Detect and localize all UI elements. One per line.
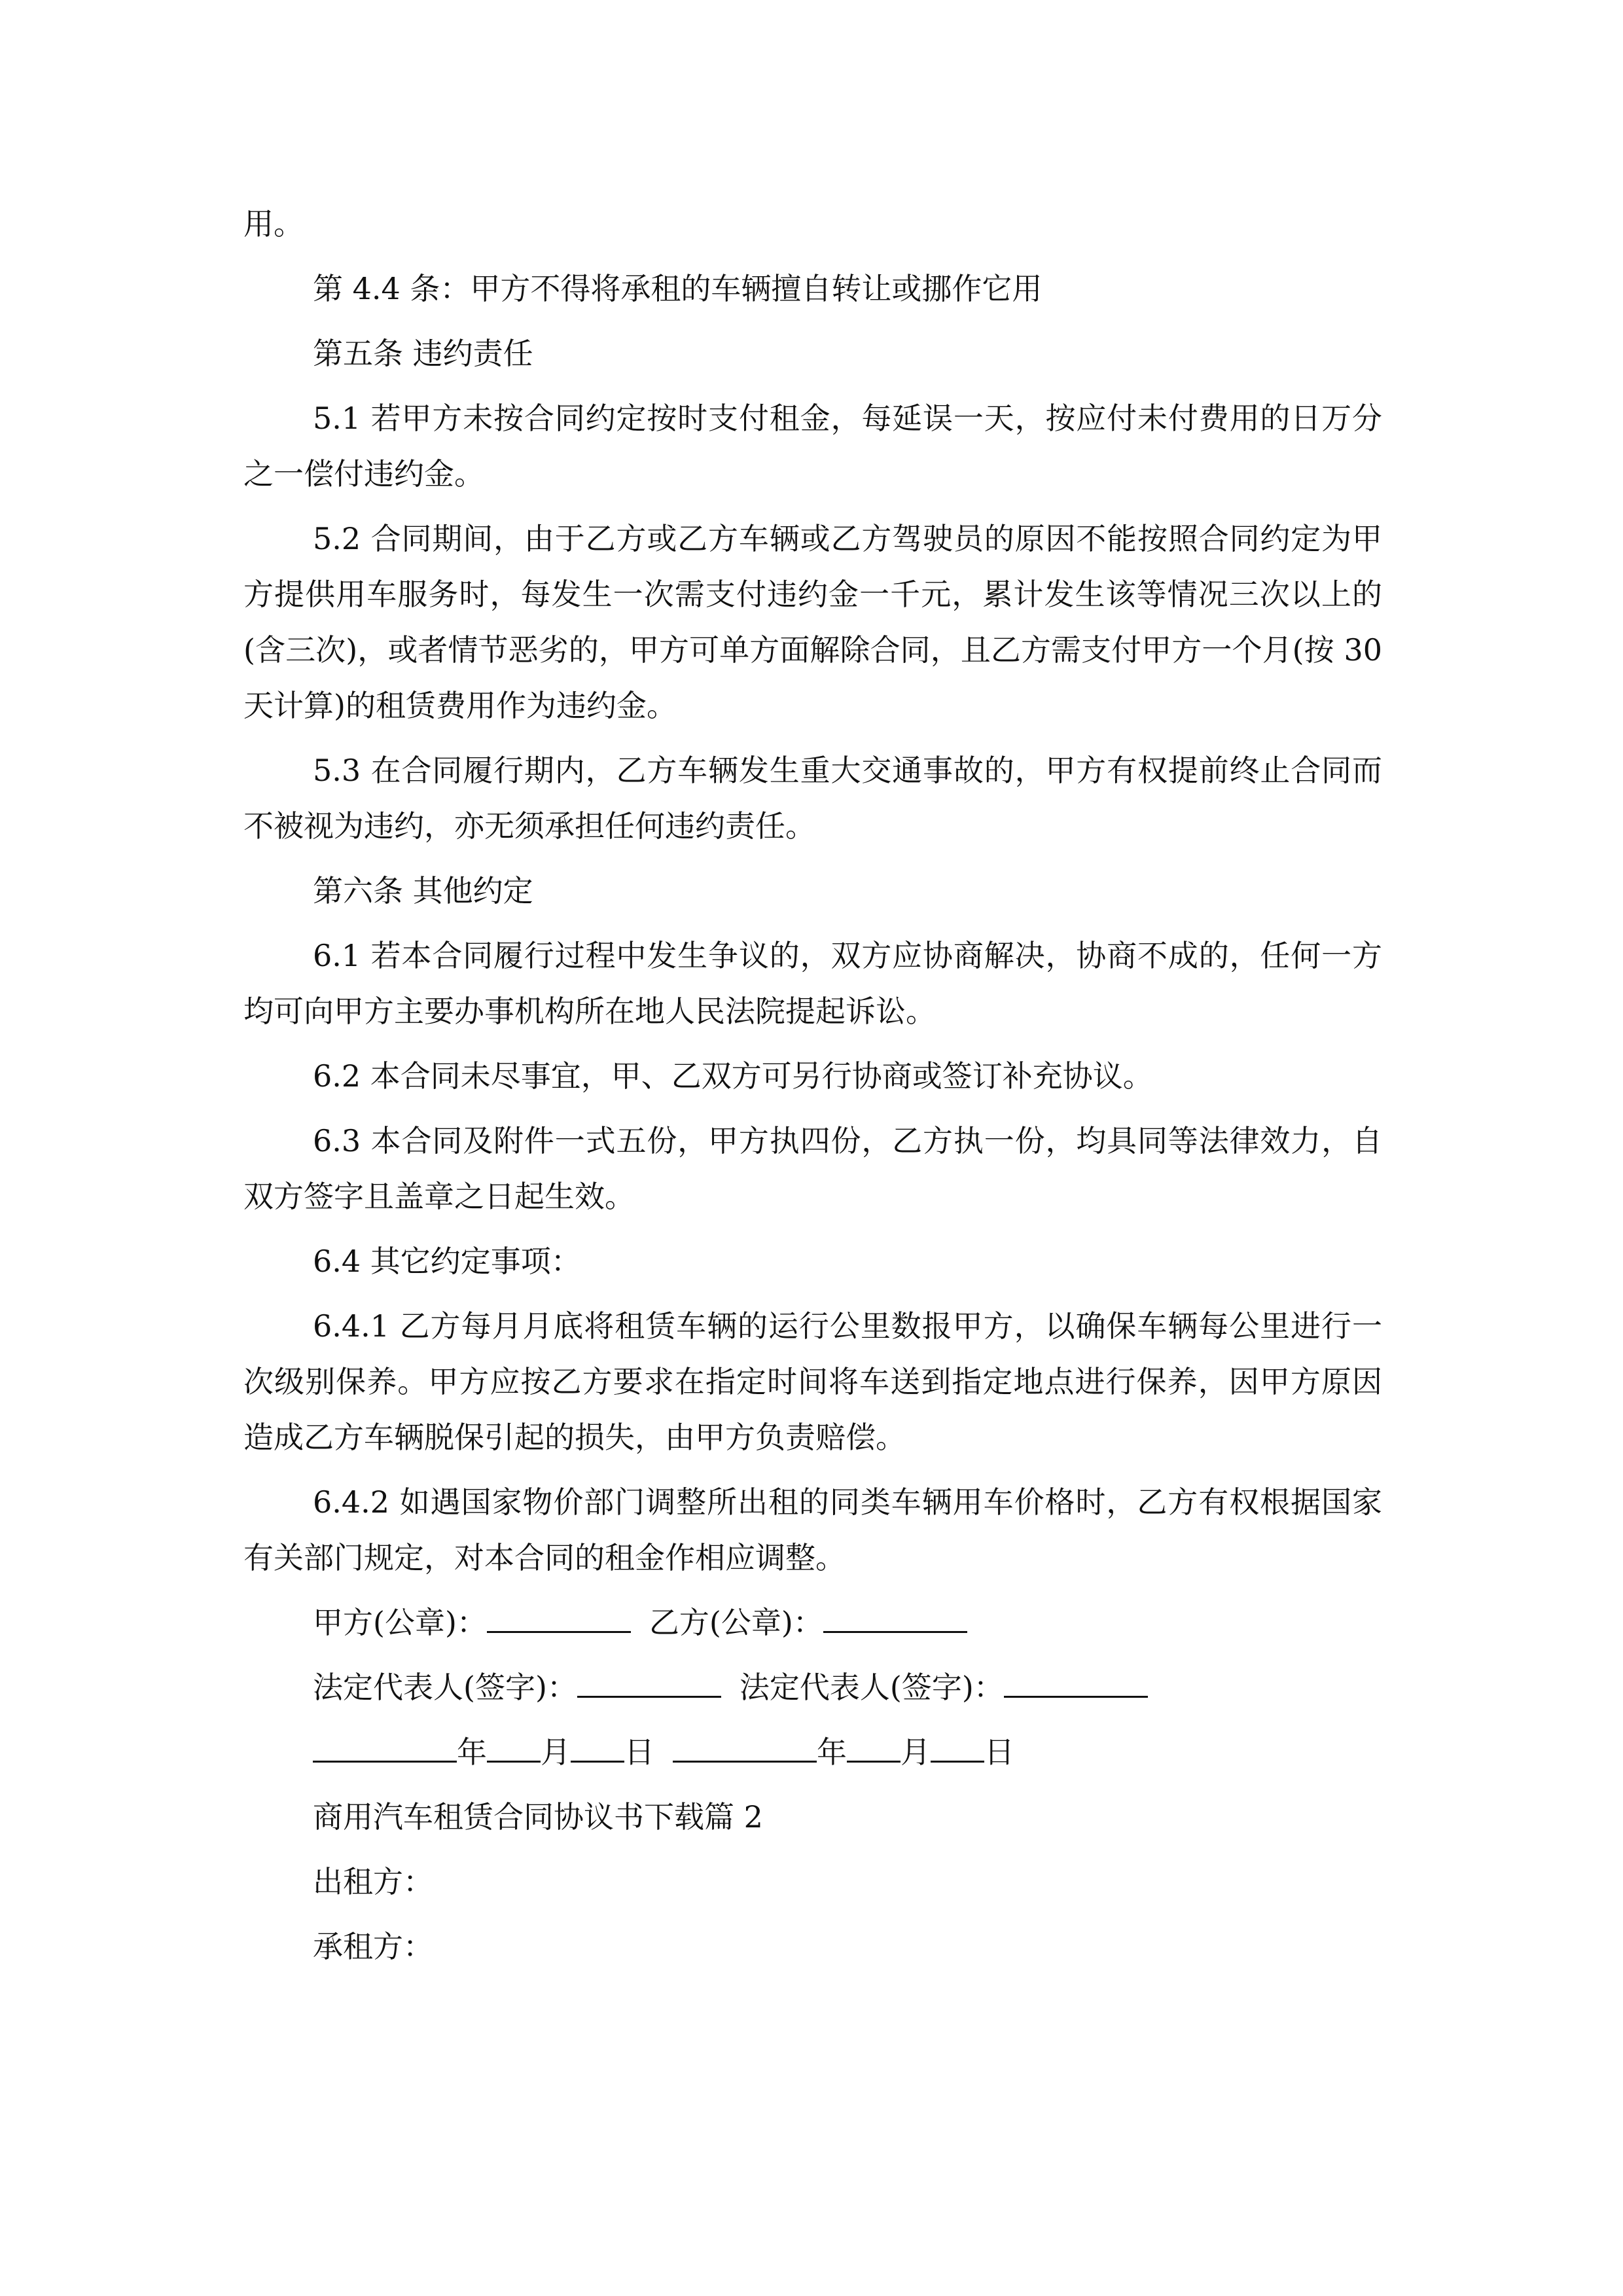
heading-article-5: 第五条 违约责任 <box>313 336 533 371</box>
legal-rep-b-label: 法定代表人(签字)： <box>739 1670 1004 1705</box>
lessee-label: 承租方： <box>313 1929 433 1964</box>
date-a-month-label: 月 <box>541 1734 571 1770</box>
paragraph-clause-5-2: 5.2 合同期间，由于乙方或乙方车辆或乙方驾驶员的原因不能按照合同约定为甲方提供用车服务时，每发生一次需支付违约金一千元，累计发生该等情况三次以上的(含三次)，或者情节恶劣的，甲方可单方面解除合同，且乙方需支付甲方一个月(按 30 天计算)的租赁费用作为违约金。 <box>243 521 1382 723</box>
lessor-label: 出租方： <box>313 1864 433 1899</box>
paragraph-clause-5-3: 5.3 在合同履行期内，乙方车辆发生重大交通事故的，甲方有权提前终止合同而不被视为违约，亦无须承担任何违约责任。 <box>243 753 1382 844</box>
date-b-month-blank <box>847 1734 901 1763</box>
paragraph-clause-6-3: 6.3 本合同及附件一式五份，甲方执四份，乙方执一份，均具同等法律效力，自双方签字且盖章之日起生效。 <box>243 1123 1382 1214</box>
date-b-year-label: 年 <box>817 1734 847 1770</box>
paragraph-clause-6-2: 6.2 本合同未尽事宜，甲、乙双方可另行协商或签订补充协议。 <box>313 1058 1153 1094</box>
date-a-month-blank <box>487 1734 541 1763</box>
paragraph-continuation: 用。 <box>243 206 304 242</box>
paragraph-clause-6-4-2: 6.4.2 如遇国家物价部门调整所出租的同类车辆用车价格时，乙方有权根据国家有关部门规定，对本合同的租金作相应调整。 <box>243 1484 1382 1575</box>
party-b-seal-label: 乙方(公章)： <box>649 1605 823 1640</box>
seal-row <box>243 1595 1382 1651</box>
date-b-month-label: 月 <box>901 1734 931 1770</box>
party-a-seal-blank <box>487 1605 631 1633</box>
paragraph-clause-4-4: 第 4.4 条：甲方不得将承租的车辆擅自转让或挪作它用 <box>313 271 1043 306</box>
heading-article-6: 第六条 其他约定 <box>313 873 533 908</box>
date-b-year-blank <box>673 1734 817 1763</box>
date-a-day-blank <box>571 1734 624 1763</box>
date-b-day-label: 日 <box>984 1734 1014 1770</box>
legal-rep-a-blank <box>577 1670 721 1698</box>
date-a-day-label: 日 <box>624 1734 654 1770</box>
legal-rep-row <box>243 1660 1382 1715</box>
legal-rep-b-blank <box>1004 1670 1148 1698</box>
date-b-day-blank <box>931 1734 984 1763</box>
date-a-year-blank <box>313 1734 457 1763</box>
section-title: 商用汽车租赁合同协议书下载篇 2 <box>313 1799 763 1835</box>
paragraph-clause-6-4: 6.4 其它约定事项： <box>313 1244 581 1279</box>
party-a-seal-label: 甲方(公章)： <box>313 1605 487 1640</box>
party-b-seal-blank <box>823 1605 967 1633</box>
date-row <box>243 1725 1382 1780</box>
paragraph-clause-5-1: 5.1 若甲方未按合同约定按时支付租金，每延误一天，按应付未付费用的日万分之一偿付违约金。 <box>243 401 1382 492</box>
document-body <box>243 196 1382 1975</box>
date-a-year-label: 年 <box>457 1734 487 1770</box>
paragraph-clause-6-4-1: 6.4.1 乙方每月月底将租赁车辆的运行公里数报甲方，以确保车辆每公里进行一次级别保养。甲方应按乙方要求在指定时间将车送到指定地点进行保养，因甲方原因造成乙方车辆脱保引起的损失，由甲方负责赔偿。 <box>243 1308 1382 1455</box>
paragraph-clause-6-1: 6.1 若本合同履行过程中发生争议的，双方应协商解决，协商不成的，任何一方均可向甲方主要办事机构所在地人民法院提起诉讼。 <box>243 938 1382 1029</box>
legal-rep-a-label: 法定代表人(签字)： <box>313 1670 577 1705</box>
